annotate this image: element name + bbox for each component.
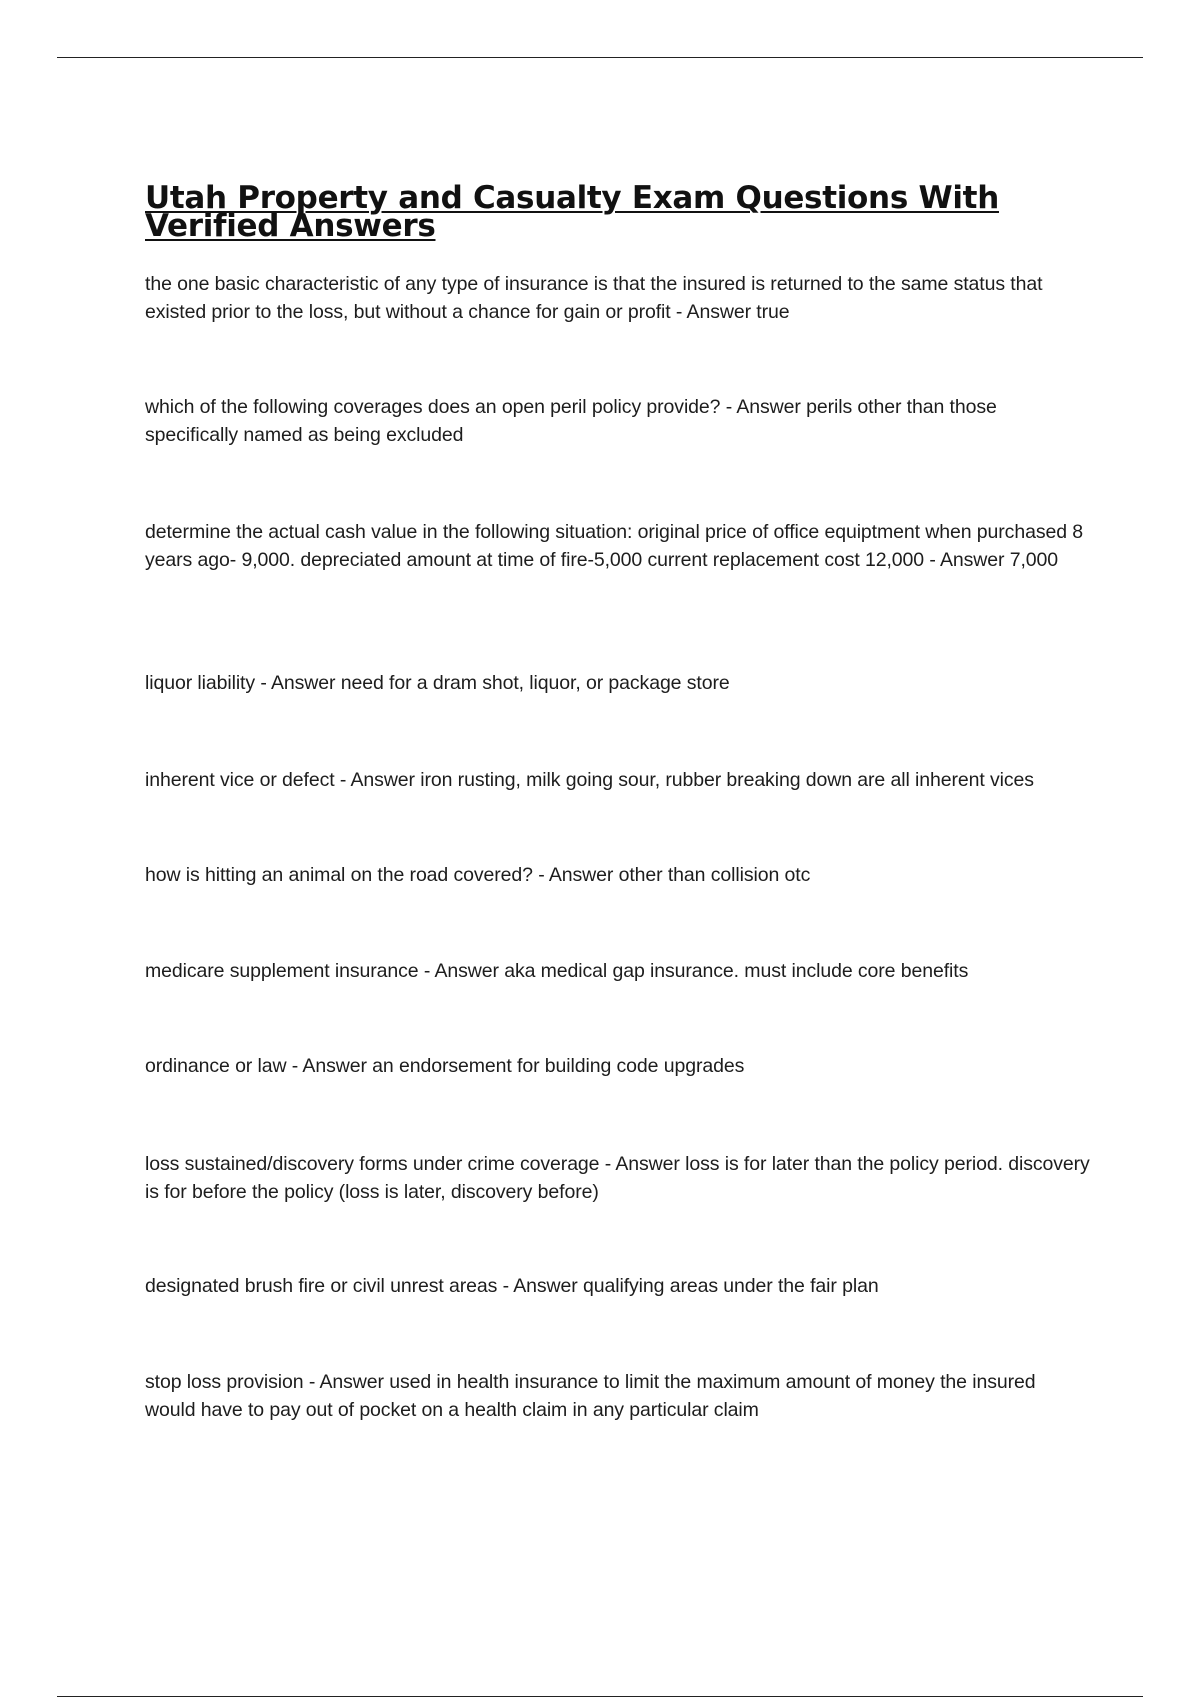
qa-entry-4: liquor liability - Answer need for a dram shot, liquor, or package store [145, 672, 730, 694]
qa-entry-2: which of the following coverages does an open peril policy provide? - Answer perils other than those specifically named as being excluded [145, 396, 997, 446]
qa-entry-11: stop loss provision - Answer used in health insurance to limit the maximum amount of money the insured would have to pay out of pocket on a health claim in any particular claim [145, 1371, 1036, 1421]
qa-entry-5: inherent vice or defect - Answer iron rusting, milk going sour, rubber breaking down are all inherent vices [145, 769, 1034, 791]
qa-entry-8: ordinance or law - Answer an endorsement for building code upgrades [145, 1055, 745, 1077]
qa-entry-10: designated brush fire or civil unrest areas - Answer qualifying areas under the fair plan [145, 1275, 879, 1297]
qa-entry-6: how is hitting an animal on the road covered? - Answer other than collision otc [145, 864, 811, 886]
qa-entry-7: medicare supplement insurance - Answer aka medical gap insurance. must include core benefits [145, 960, 969, 982]
qa-entry-1: the one basic characteristic of any type of insurance is that the insured is returned to the same status that existed prior to the loss, but without a chance for gain or profit - Answer true [145, 273, 1043, 323]
document-title: Utah Property and Casualty Exam Questions With Verified Answers [145, 180, 999, 244]
footer-rule [57, 1696, 1143, 1697]
qa-entry-9: loss sustained/discovery forms under crime coverage - Answer loss is for later than the policy period. discovery is for before the policy (loss is later, discovery before) [145, 1153, 1090, 1203]
qa-entry-3: determine the actual cash value in the following situation: original price of office equiptment when purchased 8 years ago- 9,000. depreciated amount at time of fire-5,000 current replacement cost 12,000 - Answer 7,000 [145, 521, 1084, 571]
header-rule [57, 57, 1143, 58]
